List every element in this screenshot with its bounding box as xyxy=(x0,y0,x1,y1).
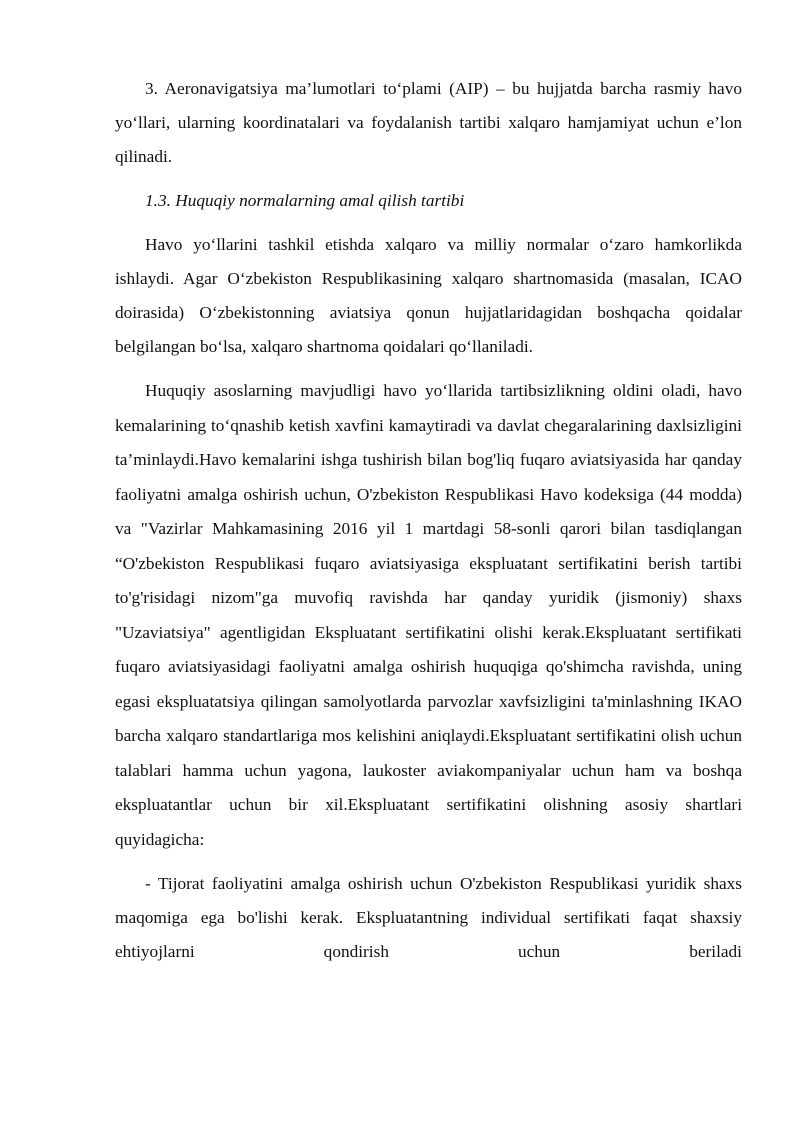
paragraph-norms: Havo yo‘llarini tashkil etishda xalqaro va milliy normalar o‘zaro hamkorlikda ishlaydi. Agar O‘zbekiston Respublikasining xalqaro shartnomasida (masalan, ICAO doirasida) O‘zbekistonning aviatsiya qonun hujjatlaridagidan boshqacha qoidalar belgilangan bo‘lsa, xalqaro shartnoma qoidalari qo‘llaniladi. xyxy=(115,235,742,356)
document-page xyxy=(115,72,742,979)
paragraph-legal-basis: Huquqiy asoslarning mavjudligi havo yo‘llarida tartibsizlikning oldini oladi, havo kemalarining to‘qnashib ketish xavfini kamaytiradi va davlat chegaralarining daxlsizligini ta’minlaydi.Havo kemalarini ishga tushirish bilan bog'liq fuqaro aviatsiyasida har qanday faoliyatni amalga oshirish uchun, O'zbekiston Respublikasi Havo kodeksiga (44 modda) va "Vazirlar Mahkamasining 2016 yil 1 martdagi 58-sonli qarori bilan tasdiqlangan “O'zbekiston Respublikasi fuqaro aviatsiyasiga ekspluatant sertifikatini berish tartibi to'g'risidagi nizom"ga muvofiq ravishda har qanday yuridik (jismoniy) shaxs "Uzaviatsiya" agentligidan Ekspluatant sertifikatini olishi kerak.Ekspluatant sertifikati fuqaro aviatsiyasidagi faoliyatni amalga oshirish huquqiga qo'shimcha ravishda, uning egasi ekspluatatsiya qilingan samolyotlarda parvozlar xavfsizligini ta'minlashning IKAO barcha xalqaro standartlariga mos kelishini aniqlaydi.Ekspluatant sertifikatini olish uchun talablari hamma uchun yagona, laukoster aviakompaniyalar uchun ham va boshqa ekspluatantlar uchun bir xil.Ekspluatant sertifikatini olishning asosiy shartlari quyidagicha: xyxy=(115,381,742,849)
paragraph-conditions: - Tijorat faoliyatini amalga oshirish uchun O'zbekiston Respublikasi yuridik shaxs maqomiga ega bo'lishi kerak. Ekspluatantning individual sertifikati faqat shaxsiy ehtiyojlarni qondirish uchun beriladi xyxy=(115,874,742,961)
section-heading: 1.3. Huquqiy normalarning amal qilish tartibi xyxy=(145,191,465,210)
paragraph-aip: 3. Aeronavigatsiya ma’lumotlari to‘plami (AIP) – bu hujjatda barcha rasmiy havo yo‘llari, ularning koordinatalari va foydalanish tartibi xalqaro hamjamiyat uchun e’lon qilinadi. xyxy=(115,79,742,166)
